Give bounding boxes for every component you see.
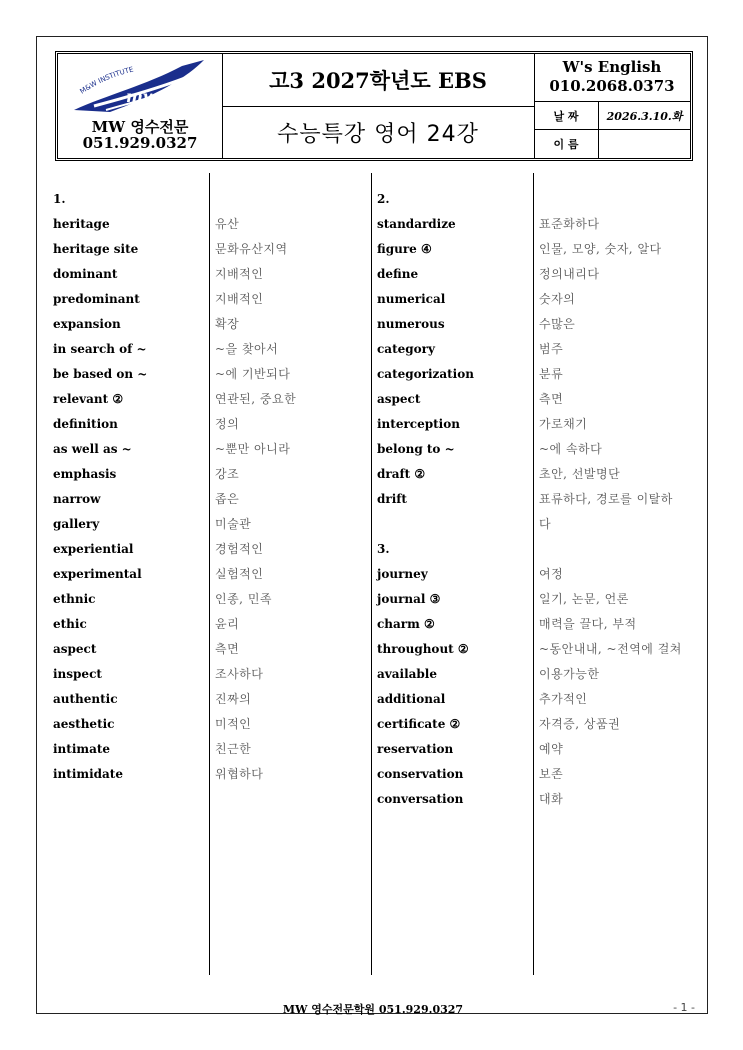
vocab-word: gallery: [53, 517, 100, 531]
vocab-word: aspect: [53, 642, 97, 656]
vocab-meaning: [539, 187, 682, 212]
vocab-meaning: ~을 찾아서: [215, 342, 279, 356]
vocab-meaning: 대화: [539, 792, 564, 806]
vocab-meaning: ~에 속하다: [539, 442, 603, 456]
vocab-word: definition: [53, 417, 118, 431]
vocab-meaning: 지배적인: [215, 292, 264, 306]
vocab-word: experiential: [53, 542, 134, 556]
vocab-word: certificate ②: [377, 717, 461, 731]
vocab-word: drift: [377, 492, 407, 506]
grade-line: 고3 2027학년도 EBS: [222, 54, 534, 107]
vocab-meaning: 친근한: [215, 742, 252, 756]
vocab-meaning: 연관된, 중요한: [215, 392, 297, 406]
vocab-word: dominant: [53, 267, 118, 281]
vocab-word: category: [377, 342, 435, 356]
vocab-meaning: 미술관: [215, 517, 252, 531]
vocab-word: expansion: [53, 317, 121, 331]
vocab-meaning: 지배적인: [215, 267, 264, 281]
vocab-word: available: [377, 667, 437, 681]
vocab-meaning: 측면: [539, 392, 564, 406]
vocab-word: belong to ~: [377, 442, 455, 456]
vocab-word: charm ②: [377, 617, 435, 631]
vocab-meaning: ~동안내내, ~전역에 걸쳐: [539, 642, 682, 656]
vocab-word: 1.: [53, 192, 66, 206]
vocab-meaning: 분류: [539, 367, 564, 381]
vocab-meaning: ~뿐만 아니라: [215, 442, 291, 456]
vocab-word: throughout ②: [377, 642, 469, 656]
vocab-meaning: 추가적인: [539, 692, 588, 706]
vocab-word: authentic: [53, 692, 118, 706]
vocab-word: additional: [377, 692, 446, 706]
vocab-word: aesthetic: [53, 717, 115, 731]
header-table: [55, 51, 693, 161]
vocab-meaning: 표준화하다: [539, 217, 600, 231]
column-divider: [533, 173, 534, 975]
vocab-meaning: ~에 기반되다: [215, 367, 291, 381]
vocab-word: reservation: [377, 742, 454, 756]
logo-cell: [58, 54, 223, 158]
vocab-meaning: 이용가능한: [539, 667, 600, 681]
vocab-word: numerous: [377, 317, 445, 331]
vocab-word: journey: [377, 567, 428, 581]
column2-korean: [539, 187, 682, 812]
vocab-word: numerical: [377, 292, 446, 306]
vocab-meaning: 인종, 민족: [215, 592, 272, 606]
vocab-meaning: 조사하다: [215, 667, 264, 681]
vocab-word: heritage site: [53, 242, 139, 256]
date-row: [534, 102, 690, 130]
brand-block: [534, 54, 690, 102]
brand-name: W's English: [562, 58, 662, 76]
title-cell: [222, 54, 535, 158]
vocab-word: in search of ~: [53, 342, 147, 356]
vocab-word: emphasis: [53, 467, 117, 481]
vocab-meaning: 인물, 모양, 숫자, 알다: [539, 242, 662, 256]
vocab-meaning: [215, 187, 296, 212]
column1-english: [53, 187, 147, 787]
logo-arc-text: M&W INSTITUTE: [78, 65, 135, 96]
vocab-meaning: [539, 537, 682, 562]
vocab-meaning: 범주: [539, 342, 564, 356]
date-label: 날 짜: [534, 102, 599, 129]
institute-phone: 051.929.0327: [82, 134, 198, 152]
vocab-word: figure ④: [377, 242, 432, 256]
vocab-table: [53, 173, 695, 975]
vocab-word: 3.: [377, 542, 390, 556]
vocab-meaning: 숫자의: [539, 292, 576, 306]
vocab-meaning: 수많은: [539, 317, 576, 331]
vocab-meaning: 보존: [539, 767, 564, 781]
vocab-word: experimental: [53, 567, 142, 581]
name-field[interactable]: [599, 130, 690, 158]
vocab-word: ethnic: [53, 592, 96, 606]
vocab-meaning: 정의내리다: [539, 267, 600, 281]
vocab-meaning: 확장: [215, 317, 240, 331]
vocab-word: narrow: [53, 492, 101, 506]
vocab-meaning: 일기, 논문, 언론: [539, 592, 629, 606]
title-line: 수능특강 영어 24강: [277, 122, 479, 147]
svg-text:mw: mw: [126, 87, 157, 106]
brand-phone: 010.2068.0373: [549, 77, 675, 95]
vocab-word: inspect: [53, 667, 102, 681]
vocab-meaning: 여정: [539, 567, 564, 581]
page-number: - 1 -: [673, 1001, 695, 1014]
vocab-word: aspect: [377, 392, 421, 406]
vocab-meaning: 강조: [215, 467, 240, 481]
vocab-meaning: 측면: [215, 642, 240, 656]
vocab-word: 2.: [377, 192, 390, 206]
vocab-meaning: 경험적인: [215, 542, 264, 556]
name-row: [534, 130, 690, 158]
vocab-meaning: 표류하다, 경로를 이탈하: [539, 492, 673, 506]
vocab-meaning: 윤리: [215, 617, 240, 631]
vocab-meaning: 자격증, 상품권: [539, 717, 621, 731]
vocab-meaning: 초안, 선발명단: [539, 467, 621, 481]
vocab-word: intimidate: [53, 767, 123, 781]
vocab-meaning: 미적인: [215, 717, 252, 731]
vocab-word: be based on ~: [53, 367, 148, 381]
vocab-word: heritage: [53, 217, 110, 231]
vocab-word: categorization: [377, 367, 474, 381]
worksheet-page: [36, 36, 708, 1014]
vocab-meaning: 문화유산지역: [215, 242, 288, 256]
vocab-word: as well as ~: [53, 442, 132, 456]
vocab-word: relevant ②: [53, 392, 124, 406]
vocab-word: define: [377, 267, 419, 281]
vocab-word: predominant: [53, 292, 140, 306]
vocab-meaning: 정의: [215, 417, 240, 431]
vocab-meaning: 다: [539, 517, 552, 531]
vocab-meaning: 진짜의: [215, 692, 252, 706]
column1-korean: [215, 187, 296, 787]
vocab-meaning: 실험적인: [215, 567, 264, 581]
vocab-word: draft ②: [377, 467, 426, 481]
vocab-meaning: 위협하다: [215, 767, 264, 781]
vocab-word: journal ③: [377, 592, 441, 606]
column-divider: [371, 173, 372, 975]
vocab-word: standardize: [377, 217, 456, 231]
vocab-meaning: 예약: [539, 742, 564, 756]
vocab-word: ethic: [53, 617, 87, 631]
vocab-meaning: 유산: [215, 217, 240, 231]
column2-english: [377, 187, 474, 812]
institute-logo-icon: [64, 58, 214, 116]
vocab-word: intimate: [53, 742, 111, 756]
info-cell: [534, 54, 690, 158]
institute-name: MW 영수전문: [91, 118, 189, 136]
vocab-meaning: 좁은: [215, 492, 240, 506]
date-value: 2026.3.10.화: [606, 109, 683, 123]
name-label: 이 름: [534, 130, 599, 158]
vocab-meaning: 가로채기: [539, 417, 588, 431]
footer-center: MW 영수전문학원 051.929.0327: [282, 1003, 464, 1016]
vocab-word: conversation: [377, 792, 464, 806]
vocab-word: interception: [377, 417, 460, 431]
vocab-word: [377, 512, 474, 537]
vocab-word: conservation: [377, 767, 464, 781]
column-divider: [209, 173, 210, 975]
vocab-meaning: 매력을 끌다, 부적: [539, 617, 637, 631]
